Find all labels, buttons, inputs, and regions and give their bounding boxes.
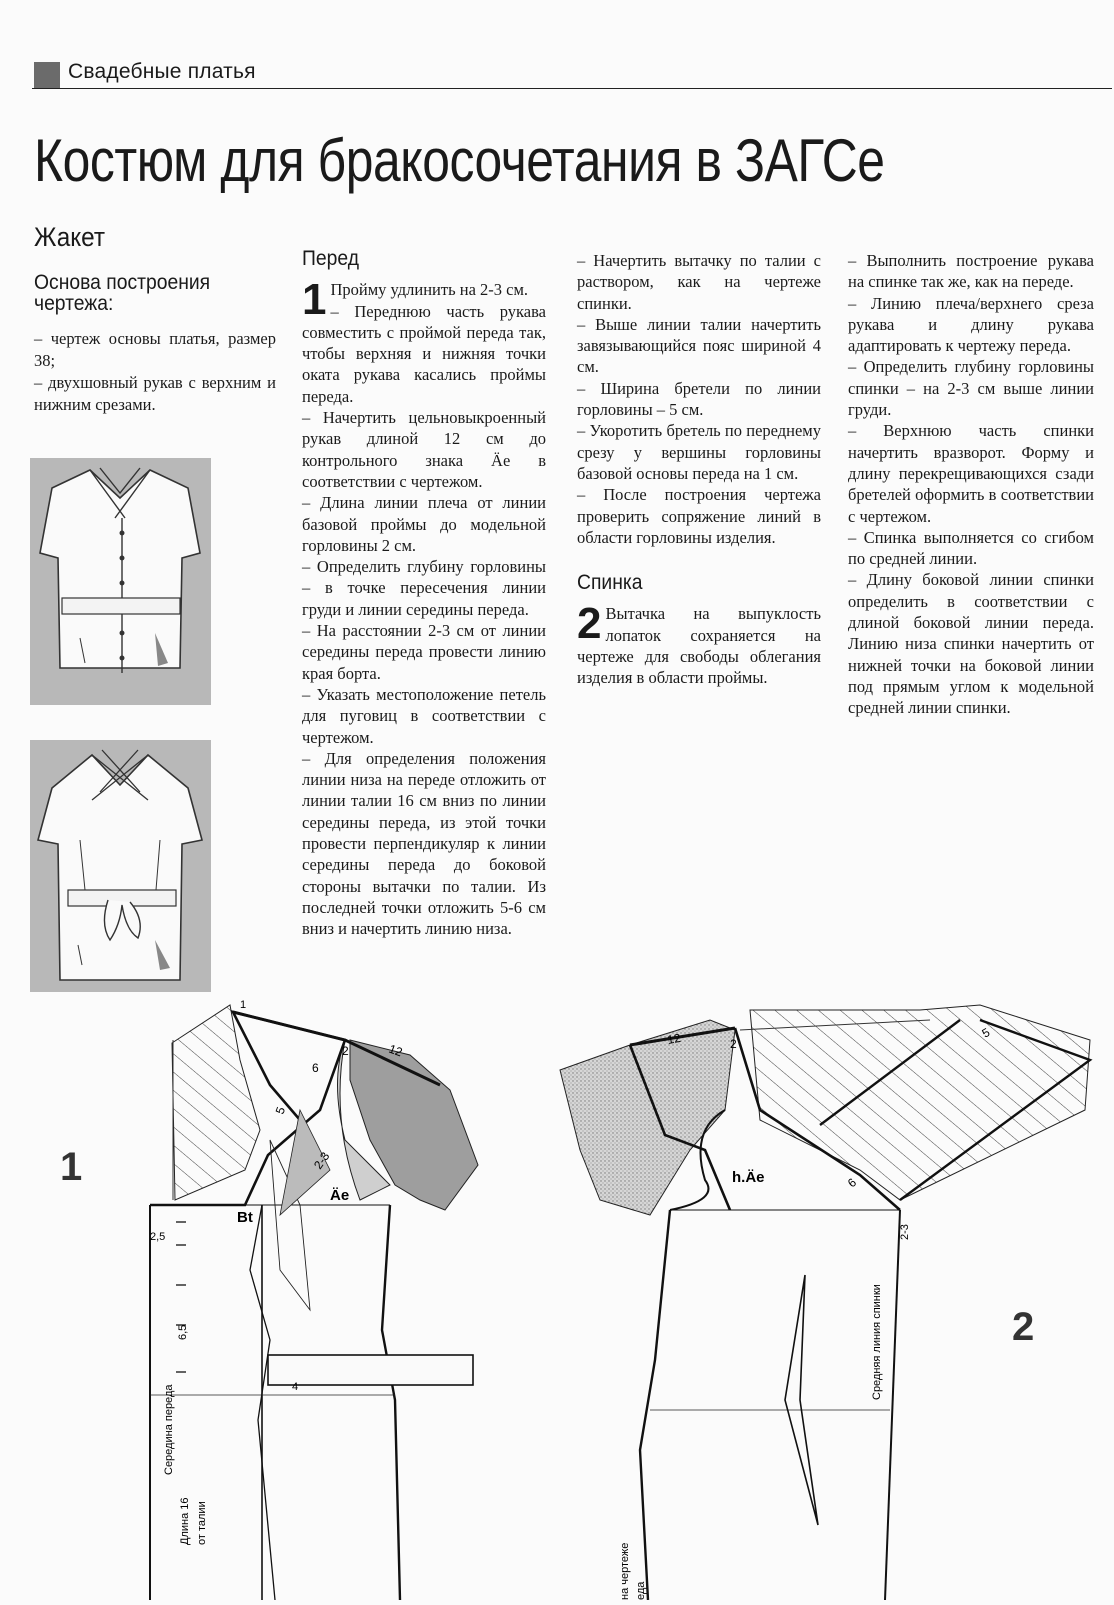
front-paragraph: – Ширина бретели по линии горловины – 5 см. bbox=[577, 378, 821, 420]
back-paragraph: – Линию плеча/верхнего среза рукава и длину рукава адаптировать к чертежу переда. bbox=[848, 293, 1094, 356]
front-label: от талии bbox=[196, 1501, 208, 1545]
back-label: 2-3 bbox=[899, 1224, 911, 1240]
back-paragraph: – Спинка выполняется со сгибом по средней линии. bbox=[848, 527, 1094, 569]
front-label: Äe bbox=[330, 1187, 350, 1204]
back-column bbox=[848, 250, 1094, 719]
jacket-front-photo bbox=[30, 458, 211, 705]
article-title: Костюм для бракосочетания в ЗАГСе bbox=[34, 127, 885, 194]
article-subtitle: Жакет bbox=[34, 222, 105, 252]
page-header bbox=[32, 58, 1112, 89]
front-label: 2-3 bbox=[310, 1149, 333, 1172]
back-step-number: 2 bbox=[577, 599, 602, 649]
front-heading: Перед bbox=[302, 247, 359, 270]
front-label: 2,5 bbox=[150, 1231, 166, 1243]
front-label: 5 bbox=[272, 1104, 289, 1117]
basis-heading: Основа построения чертежа: bbox=[34, 271, 211, 315]
back-heading: Спинка bbox=[577, 571, 643, 595]
front-pattern-drawing bbox=[150, 1000, 478, 1600]
front-label: Длина 16 bbox=[179, 1497, 191, 1545]
figure-number-1: 1 bbox=[60, 1145, 83, 1189]
front-paragraph: Пройму удлинить на 2-3 см. bbox=[330, 280, 529, 300]
front-paragraph: – Начертить цельновыкроенный рукав длиной 12 см до контрольного знака Äe в соответствии с чертежом. bbox=[302, 408, 546, 491]
back-label: 2 bbox=[730, 1037, 737, 1051]
back-paragraph: – Длину боковой линии спинки определить в соответствии с длиной боковой линии переда. Линию низа спинки начертить от нижней точки на боковой линии под прямым углом к модельной средней линии спинки. bbox=[848, 570, 1094, 718]
front-paragraph: – Определить глубину горловины – в точке пересечения линии груди и линии середины переда. bbox=[302, 557, 546, 619]
back-label: 5 bbox=[979, 1025, 993, 1041]
back-label: h.Äe bbox=[732, 1169, 765, 1186]
back-paragraph: – Верхнюю часть спинки начертить вразворот. Форму и длину перекрещивающихся сзади бретелей оформить в соответствии с чертежом. bbox=[848, 421, 1094, 526]
front-label: Bt bbox=[237, 1209, 253, 1226]
back-label: 6 bbox=[844, 1175, 860, 1191]
back-label: на чертеже bbox=[619, 1542, 631, 1600]
back-paragraph: – Определить глубину горловины спинки – на 2-3 см выше линии груди. bbox=[848, 357, 1094, 420]
front-paragraph: – На расстоянии 2-3 см от линии середины переда провести линию края борта. bbox=[302, 621, 546, 683]
front-column bbox=[302, 248, 546, 940]
front-label: 1 bbox=[240, 1000, 247, 1011]
front-label: 6 bbox=[312, 1061, 319, 1075]
front-paragraph: – Указать местоположение петель для пуговиц в соответствии с чертежом. bbox=[302, 684, 546, 747]
back-label: Средняя линия спинки bbox=[871, 1284, 883, 1400]
front-label: 2 bbox=[342, 1044, 349, 1058]
back-label: еда bbox=[635, 1581, 647, 1600]
front-paragraph: – Для определения положения линии низа на переде отложить от линии талии 16 см вниз по линии середины переда, из этой точки провести перпендикуляр к линии середины переда до боковой стороны вытачки по талии. Из последней точки отложить 5-6 см вниз и начертить линию низа. bbox=[302, 748, 546, 939]
front-paragraph: – Переднюю часть рукава совместить с проймой переда так, чтобы верхняя и нижняя точки оката рукава касались проймы переда. bbox=[302, 301, 546, 406]
rubric-label: Свадебные платья bbox=[68, 60, 256, 83]
jacket-back-photo bbox=[30, 740, 211, 992]
back-pattern-drawing bbox=[560, 1005, 1090, 1600]
front-paragraph: – Длина линии плеча от линии базовой проймы до модельной горловины 2 см. bbox=[302, 493, 546, 555]
basis-list bbox=[34, 328, 276, 416]
front-label: 12 bbox=[386, 1041, 405, 1060]
front-paragraph: – Укоротить бретель по переднему срезу у вершины горловины базовой основы переда на 1 см. bbox=[577, 421, 821, 483]
basis-item: – двухшовный рукав с верхним и нижним срезами. bbox=[34, 373, 276, 414]
front-column-continued bbox=[577, 250, 821, 689]
rubric-square-icon bbox=[34, 62, 60, 88]
front-label: 6,5 bbox=[177, 1324, 189, 1340]
back-paragraph: Вытачка на выпуклость лопаток сохраняется на чертеже для свободы облегания изделия в области проймы. bbox=[577, 604, 821, 688]
front-label: 4 bbox=[292, 1381, 299, 1393]
back-paragraph: – Выполнить построение рукава на спинке так же, как на переде. bbox=[848, 251, 1094, 292]
front-step-number: 1 bbox=[302, 275, 327, 325]
front-paragraph: – После построения чертежа проверить сопряжение линий в области горловины изделия. bbox=[577, 485, 821, 547]
figure-number-2: 2 bbox=[1012, 1305, 1035, 1349]
basis-item: – чертеж основы платья, размер 38; bbox=[34, 329, 276, 370]
front-label: Середина переда bbox=[163, 1384, 175, 1475]
back-label: 12 bbox=[666, 1030, 682, 1047]
pattern-drawings bbox=[0, 1000, 1114, 1600]
front-paragraph: – Начертить вытачку по талии с раствором, как на чертеже спинки. bbox=[577, 251, 821, 313]
front-paragraph: – Выше линии талии начертить завязывающийся пояс шириной 4 см. bbox=[577, 314, 821, 377]
